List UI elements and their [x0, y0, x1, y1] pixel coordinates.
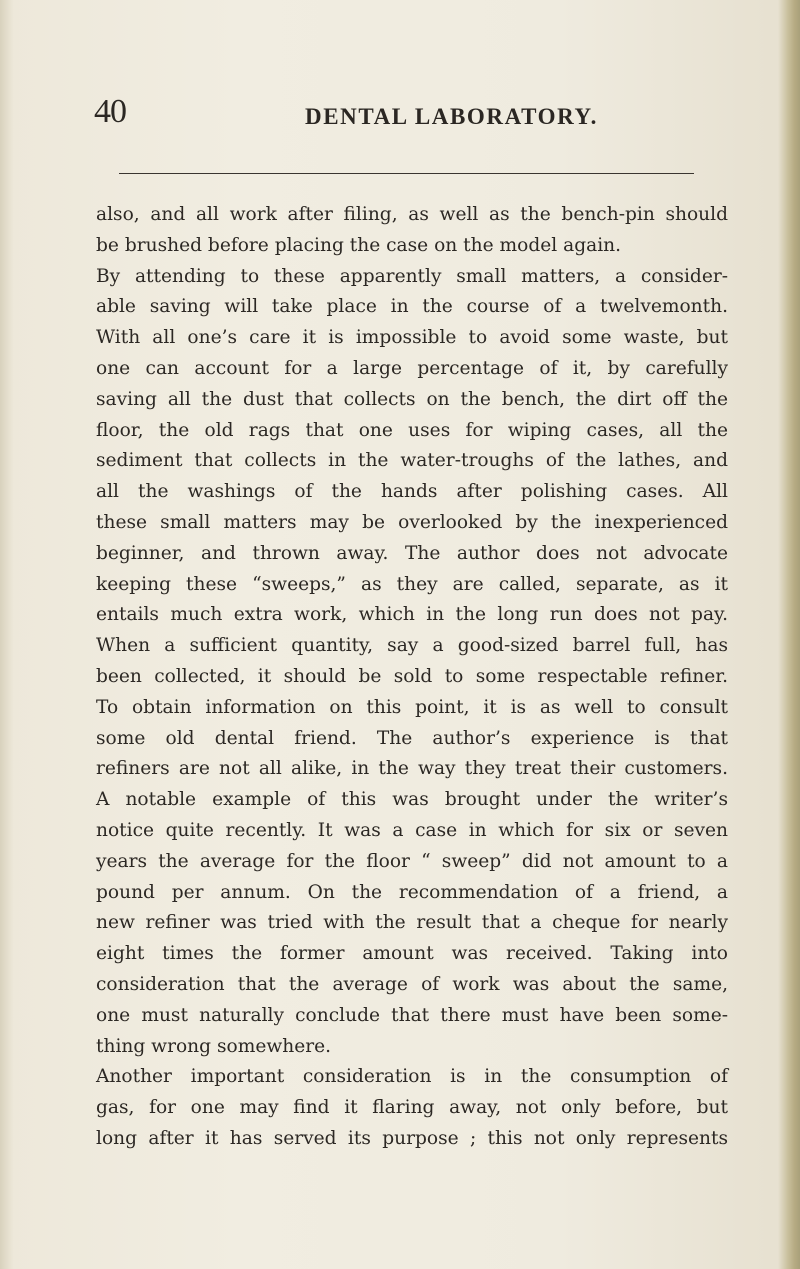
text-line: also, and all work after filing, as well as the bench-pin should [96, 204, 728, 225]
text-line: able saving will take place in the course of a twelvemonth. [96, 296, 728, 318]
text-line: one must naturally conclude that there must have been some- [96, 1004, 728, 1026]
text-line: Another important consideration is in the consumption of [96, 1066, 728, 1088]
text-line: long after it has served its purpose ; this not only represents [96, 1127, 728, 1149]
text-line: By attending to these apparently small matters, a consider- [96, 265, 728, 287]
text-line: years the average for the floor “ sweep” did not amount to a [96, 850, 728, 872]
text-line: all the washings of the hands after polishing cases. All [96, 481, 728, 503]
text-line: eight times the former amount was received. Taking into [96, 943, 728, 965]
text-line: been collected, it should be sold to some respectable refiner. [96, 665, 728, 687]
body-text [96, 200, 728, 1155]
text-line: gas, for one may find it flaring away, not only before, but [96, 1097, 728, 1119]
page-number: 40 [94, 93, 126, 130]
text-line: A notable example of this was brought under the writer’s [96, 789, 728, 811]
running-head: DENTAL LABORATORY. [305, 104, 598, 129]
text-line: When a sufficient quantity, say a good-sized barrel full, has [96, 635, 728, 657]
text-line: entails much extra work, which in the long run does not pay. [96, 604, 728, 626]
text-line: notice quite recently. It was a case in which for six or seven [96, 819, 728, 841]
text-line: beginner, and thrown away. The author does not advocate [96, 542, 728, 564]
paragraph-1 [96, 200, 728, 262]
text-line: sediment that collects in the water-troughs of the lathes, and [96, 450, 728, 472]
text-line: these small matters may be overlooked by the inexperienced [96, 511, 728, 533]
text-line: keeping these “sweeps,” as they are called, separate, as it [96, 573, 728, 595]
text-line: new refiner was tried with the result that a cheque for nearly [96, 912, 728, 934]
text-line: saving all the dust that collects on the bench, the dirt off the [96, 388, 728, 410]
text-line: refiners are not all alike, in the way they treat their customers. [96, 758, 728, 780]
text-line: be brushed before placing the case on the model again. [96, 234, 622, 256]
page-right-edge [778, 0, 800, 1269]
text-line: thing wrong somewhere. [96, 1035, 332, 1057]
text-line: floor, the old rags that one uses for wiping cases, all the [96, 419, 728, 441]
header-rule [119, 173, 694, 174]
paragraph-3 [96, 1062, 728, 1154]
text-line: To obtain information on this point, it is as well to consult [96, 696, 728, 718]
text-line: With all one’s care it is impossible to avoid some waste, but [96, 327, 728, 349]
text-line: some old dental friend. The author’s experience is that [96, 727, 728, 749]
text-line: one can account for a large percentage of it, by carefully [96, 357, 728, 379]
page-left-edge [0, 0, 14, 1269]
paragraph-2 [96, 262, 728, 1063]
text-line: consideration that the average of work was about the same, [96, 973, 728, 995]
text-line: pound per annum. On the recommendation of a friend, a [96, 881, 728, 903]
